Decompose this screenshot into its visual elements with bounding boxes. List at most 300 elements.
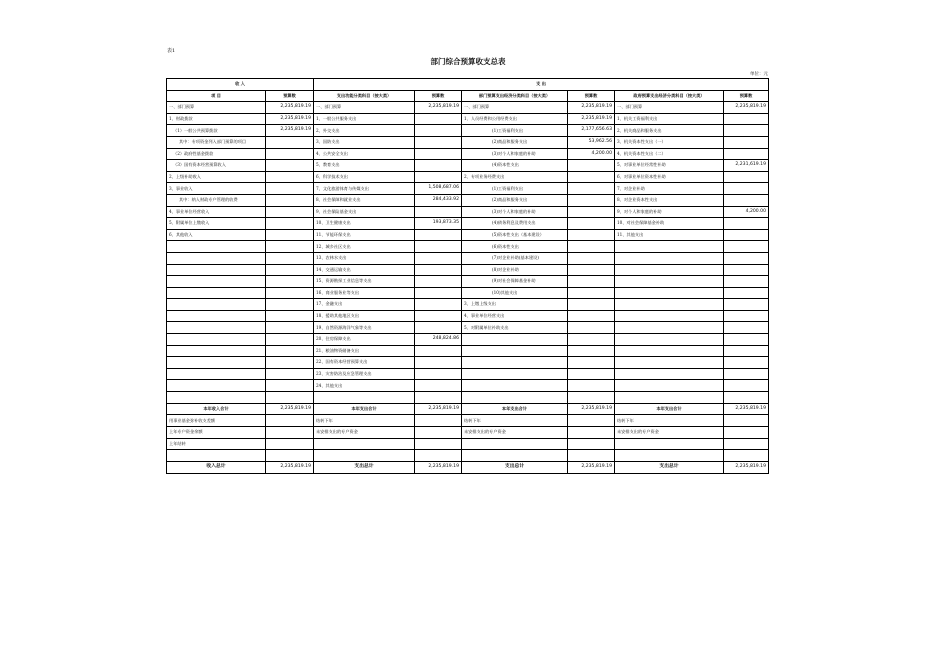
amount-cell: 2,235,819.19 — [568, 102, 615, 114]
amount-cell — [724, 310, 769, 322]
item-cell: 1、财政拨款 — [167, 113, 266, 125]
item-cell — [462, 357, 568, 369]
amount-cell — [568, 427, 615, 439]
item-cell — [615, 334, 724, 346]
item-cell: (1)工资福利支出 — [462, 125, 568, 137]
table-row — [167, 218, 769, 230]
item-cell: 9、对个人和家庭的补助 — [615, 206, 724, 218]
amount-cell — [415, 415, 462, 427]
item-cell: 19、自然资源海洋气象等支出 — [314, 322, 415, 334]
amount-cell — [568, 218, 615, 230]
amount-cell — [568, 438, 615, 450]
amount-cell — [415, 322, 462, 334]
amount-cell — [266, 160, 314, 172]
column-header: 政府预算支出经济分类科目（按大类） — [615, 90, 724, 101]
amount-cell: 4,200.00 — [724, 206, 769, 218]
amount-cell — [568, 171, 615, 183]
item-cell: 11、节能环保支出 — [314, 229, 415, 241]
item-cell: 未安排支出的专户资金 — [615, 427, 724, 439]
item-cell: 4、事业单位经营收入 — [167, 206, 266, 218]
grand-income-label: 收入总计 — [167, 462, 266, 474]
table-row — [167, 368, 769, 380]
amount-cell — [266, 276, 314, 288]
page-title: 部门综合预算收支总表 — [430, 57, 506, 66]
amount-cell: 2,235,819.19 — [568, 113, 615, 125]
item-cell: 12、城乡社区支出 — [314, 241, 415, 253]
amount-cell: 284,433.92 — [415, 194, 462, 206]
table-row — [167, 357, 769, 369]
amount-cell — [415, 450, 462, 462]
column-header: 预算数 — [568, 90, 615, 101]
amount-cell — [568, 357, 615, 369]
amount-cell — [724, 392, 769, 404]
amount-cell — [724, 334, 769, 346]
item-cell — [167, 287, 266, 299]
item-cell: 9、社会保险基金支出 — [314, 206, 415, 218]
item-cell: 24、其他支出 — [314, 380, 415, 392]
amount-cell — [724, 241, 769, 253]
amount-cell — [724, 276, 769, 288]
item-cell — [462, 345, 568, 357]
amount-cell — [415, 241, 462, 253]
item-cell — [615, 345, 724, 357]
item-cell: 1、机关工资福利支出 — [615, 113, 724, 125]
item-cell: 5、对附属单位补助支出 — [462, 322, 568, 334]
amount-cell — [415, 276, 462, 288]
amount-cell — [568, 206, 615, 218]
amount-cell — [415, 427, 462, 439]
amount-cell — [724, 125, 769, 137]
item-cell — [462, 368, 568, 380]
item-cell: 20、住房保障支出 — [314, 334, 415, 346]
amount-cell — [415, 206, 462, 218]
amount-cell: 2,235,819.19 — [266, 102, 314, 114]
item-cell: (6)资本性支出 — [462, 241, 568, 253]
table-row — [167, 136, 769, 148]
amount-cell — [568, 322, 615, 334]
item-cell: 6、对事业单位资本性补助 — [615, 171, 724, 183]
amount-cell — [266, 357, 314, 369]
item-cell: (8)对企业补助 — [462, 264, 568, 276]
amount-cell — [266, 287, 314, 299]
budget-table — [166, 78, 769, 474]
item-cell: 2、上级补助收入 — [167, 171, 266, 183]
item-cell — [167, 241, 266, 253]
amount-cell — [724, 438, 769, 450]
amount-cell — [266, 194, 314, 206]
amount-cell — [415, 125, 462, 137]
item-cell — [615, 450, 724, 462]
column-header: 部门预算支出经济分类科目（按大类） — [462, 90, 568, 101]
column-header: 预算数 — [266, 90, 314, 101]
year-total-row — [167, 403, 769, 415]
amount-cell — [266, 310, 314, 322]
item-cell: 1、人员经费和公用经费支出 — [462, 113, 568, 125]
table-label: 表1 — [167, 48, 176, 54]
item-cell: 一、部门预算 — [167, 102, 266, 114]
amount-cell: 4,200.00 — [568, 148, 615, 160]
amount-cell — [415, 310, 462, 322]
year-expense-value: 2,235,819.19 — [568, 403, 615, 415]
item-cell: 7、对企业补助 — [615, 183, 724, 195]
amount-cell — [266, 171, 314, 183]
table-row — [167, 194, 769, 206]
column-header: 支出功能分类科目（按大类） — [314, 90, 415, 101]
amount-cell — [415, 380, 462, 392]
item-cell — [314, 438, 415, 450]
item-cell: 3、国防支出 — [314, 136, 415, 148]
item-cell — [462, 392, 568, 404]
amount-cell — [266, 334, 314, 346]
carry-row — [167, 450, 769, 462]
amount-cell — [724, 357, 769, 369]
item-cell: (4)资本性支出 — [462, 160, 568, 172]
amount-cell — [568, 276, 615, 288]
item-cell — [615, 299, 724, 311]
amount-cell — [724, 218, 769, 230]
item-cell: (7)对企业补助(基本建设) — [462, 252, 568, 264]
item-cell: 3、事业收入 — [167, 183, 266, 195]
item-cell: 4、机关资本性支出（二） — [615, 148, 724, 160]
amount-cell — [415, 136, 462, 148]
amount-cell — [724, 450, 769, 462]
table-row — [167, 276, 769, 288]
expense-section-header: 支 出 — [314, 79, 769, 91]
table-row — [167, 102, 769, 114]
item-cell: 4、事业单位经营支出 — [462, 310, 568, 322]
amount-cell — [415, 287, 462, 299]
item-cell — [462, 438, 568, 450]
amount-cell — [568, 392, 615, 404]
amount-cell — [724, 148, 769, 160]
amount-cell — [568, 334, 615, 346]
grand-expense-label: 支出总计 — [462, 462, 568, 474]
item-cell: 其中：专项资金列入部门预算的项目 — [167, 136, 266, 148]
item-cell: （1）一般公共预算拨款 — [167, 125, 266, 137]
table-row — [167, 310, 769, 322]
table-row — [167, 229, 769, 241]
table-row — [167, 322, 769, 334]
item-cell — [167, 450, 266, 462]
year-income-value: 2,235,819.19 — [266, 403, 314, 415]
amount-cell — [724, 415, 769, 427]
amount-cell — [415, 368, 462, 380]
item-cell: 未安排支出的专户资金 — [314, 427, 415, 439]
item-cell — [167, 345, 266, 357]
amount-cell — [568, 380, 615, 392]
item-cell: (2)商品和服务支出 — [462, 136, 568, 148]
amount-cell — [568, 345, 615, 357]
amount-cell — [724, 113, 769, 125]
amount-cell: 2,231,619.19 — [724, 160, 769, 172]
amount-cell — [266, 252, 314, 264]
amount-cell — [266, 392, 314, 404]
item-cell: 13、农林水支出 — [314, 252, 415, 264]
item-cell: 其中：纳入财政专户管理的收费 — [167, 194, 266, 206]
table-row — [167, 299, 769, 311]
amount-cell — [568, 287, 615, 299]
item-cell — [462, 334, 568, 346]
amount-cell — [724, 368, 769, 380]
grand-income-value: 2,235,819.19 — [266, 462, 314, 474]
grand-expense-label: 支出总计 — [314, 462, 415, 474]
amount-cell — [415, 252, 462, 264]
amount-cell — [568, 299, 615, 311]
table-row — [167, 206, 769, 218]
table-row — [167, 113, 769, 125]
item-cell — [167, 276, 266, 288]
item-cell — [314, 450, 415, 462]
amount-cell — [415, 160, 462, 172]
item-cell: 5、附属单位上缴收入 — [167, 218, 266, 230]
column-header-row — [167, 90, 769, 101]
year-expense-value: 2,235,819.19 — [724, 403, 769, 415]
item-cell: 8、社会保障和就业支出 — [314, 194, 415, 206]
item-cell: 2、机关商品和服务支出 — [615, 125, 724, 137]
amount-cell — [568, 310, 615, 322]
item-cell — [615, 392, 724, 404]
amount-cell — [266, 427, 314, 439]
amount-cell — [266, 148, 314, 160]
amount-cell — [266, 241, 314, 253]
amount-cell — [415, 438, 462, 450]
item-cell — [615, 380, 724, 392]
amount-cell — [266, 264, 314, 276]
item-cell: 上年结转 — [167, 438, 266, 450]
column-header: 预算数 — [415, 90, 462, 101]
year-expense-label: 本年支出合计 — [615, 403, 724, 415]
grand-expense-value: 2,235,819.19 — [724, 462, 769, 474]
amount-cell — [266, 345, 314, 357]
income-section-header: 收 入 — [167, 79, 314, 91]
item-cell: 23、灾害防治及应急管理支出 — [314, 368, 415, 380]
item-cell — [615, 276, 724, 288]
amount-cell — [568, 183, 615, 195]
item-cell — [314, 392, 415, 404]
amount-cell — [415, 299, 462, 311]
item-cell: 10、卫生健康支出 — [314, 218, 415, 230]
amount-cell — [724, 380, 769, 392]
amount-cell — [415, 113, 462, 125]
amount-cell: 1,508,687.06 — [415, 183, 462, 195]
item-cell: 1、一般公共服务支出 — [314, 113, 415, 125]
amount-cell — [266, 415, 314, 427]
item-cell: (9)对社会保障基金补助 — [462, 276, 568, 288]
item-cell — [167, 322, 266, 334]
item-cell: 14、交通运输支出 — [314, 264, 415, 276]
amount-cell — [724, 264, 769, 276]
grand-expense-label: 支出总计 — [615, 462, 724, 474]
item-cell: 8、对企业资本性支出 — [615, 194, 724, 206]
carry-row — [167, 427, 769, 439]
item-cell: 一、部门预算 — [314, 102, 415, 114]
amount-cell — [724, 287, 769, 299]
amount-cell — [266, 368, 314, 380]
table-row — [167, 252, 769, 264]
grand-total-row — [167, 462, 769, 474]
table-row — [167, 148, 769, 160]
item-cell — [615, 310, 724, 322]
item-cell — [462, 450, 568, 462]
item-cell: 2、专项业务经费支出 — [462, 171, 568, 183]
amount-cell — [568, 415, 615, 427]
amount-cell — [724, 229, 769, 241]
item-cell: 5、对事业单位经常性补助 — [615, 160, 724, 172]
unit-label: 单位：元 — [750, 72, 768, 77]
amount-cell: 2,235,819.19 — [266, 113, 314, 125]
item-cell: 7、文化旅游体育与传媒支出 — [314, 183, 415, 195]
amount-cell — [568, 241, 615, 253]
amount-cell — [568, 368, 615, 380]
item-cell: (3)对个人和家庭的补助 — [462, 148, 568, 160]
item-cell: 3、上缴上级支出 — [462, 299, 568, 311]
item-cell: （2）政府性基金拨款 — [167, 148, 266, 160]
year-expense-label: 本年支出合计 — [462, 403, 568, 415]
amount-cell — [415, 357, 462, 369]
item-cell — [462, 380, 568, 392]
table-row — [167, 183, 769, 195]
item-cell: 3、机关资本性支出（一） — [615, 136, 724, 148]
item-cell: 6、其他收入 — [167, 229, 266, 241]
amount-cell: 2,235,819.19 — [266, 125, 314, 137]
item-cell: 11、其他支出 — [615, 229, 724, 241]
item-cell: (4)债务利息及费用支出 — [462, 218, 568, 230]
column-header: 项 目 — [167, 90, 266, 101]
amount-cell — [724, 136, 769, 148]
table-row — [167, 264, 769, 276]
amount-cell — [415, 264, 462, 276]
amount-cell — [568, 450, 615, 462]
item-cell: 结转下年 — [462, 415, 568, 427]
table-row — [167, 241, 769, 253]
amount-cell — [266, 322, 314, 334]
item-cell: 一、部门预算 — [615, 102, 724, 114]
table-row — [167, 345, 769, 357]
table-row — [167, 334, 769, 346]
amount-cell: 2,235,819.19 — [415, 102, 462, 114]
item-cell: 一、部门预算 — [462, 102, 568, 114]
item-cell: 4、公共安全支出 — [314, 148, 415, 160]
amount-cell — [568, 229, 615, 241]
amount-cell — [724, 427, 769, 439]
item-cell: 上年专户资金余额 — [167, 427, 266, 439]
item-cell: 17、金融支出 — [314, 299, 415, 311]
table-row — [167, 160, 769, 172]
amount-cell — [415, 229, 462, 241]
item-cell: 15、资源勘探工业信息等支出 — [314, 276, 415, 288]
item-cell — [167, 299, 266, 311]
amount-cell — [266, 183, 314, 195]
amount-cell — [568, 252, 615, 264]
item-cell: 16、商业服务业等支出 — [314, 287, 415, 299]
amount-cell: 2,177,656.63 — [568, 125, 615, 137]
item-cell — [615, 368, 724, 380]
amount-cell: 2,235,819.19 — [724, 102, 769, 114]
item-cell — [167, 252, 266, 264]
item-cell: 结转下年 — [615, 415, 724, 427]
table-row — [167, 287, 769, 299]
item-cell: 6、科学技术支出 — [314, 171, 415, 183]
amount-cell — [568, 160, 615, 172]
amount-cell: 248,824.86 — [415, 334, 462, 346]
amount-cell: 193,873.35 — [415, 218, 462, 230]
carry-row — [167, 438, 769, 450]
item-cell — [167, 264, 266, 276]
item-cell — [615, 287, 724, 299]
item-cell — [167, 380, 266, 392]
item-cell: (10)其他支出 — [462, 287, 568, 299]
year-income-label: 本年收入合计 — [167, 403, 266, 415]
carry-row — [167, 415, 769, 427]
amount-cell — [724, 194, 769, 206]
amount-cell — [266, 229, 314, 241]
amount-cell — [724, 322, 769, 334]
amount-cell — [415, 171, 462, 183]
item-cell: (2)商品和服务支出 — [462, 194, 568, 206]
amount-cell — [266, 218, 314, 230]
item-cell — [615, 357, 724, 369]
item-cell — [615, 264, 724, 276]
item-cell: (3)对个人和家庭的补助 — [462, 206, 568, 218]
amount-cell — [266, 450, 314, 462]
grand-expense-value: 2,235,819.19 — [415, 462, 462, 474]
amount-cell — [724, 183, 769, 195]
table-row — [167, 380, 769, 392]
amount-cell — [724, 345, 769, 357]
table-row — [167, 125, 769, 137]
item-cell: 21、粮油物资储备支出 — [314, 345, 415, 357]
item-cell: 2、外交支出 — [314, 125, 415, 137]
item-cell: 5、教育支出 — [314, 160, 415, 172]
amount-cell — [266, 299, 314, 311]
item-cell — [615, 438, 724, 450]
item-cell — [167, 368, 266, 380]
item-cell — [615, 241, 724, 253]
table-row — [167, 171, 769, 183]
item-cell: 10、对社会保障基金补助 — [615, 218, 724, 230]
item-cell: 未安排支出的专户资金 — [462, 427, 568, 439]
amount-cell — [568, 194, 615, 206]
amount-cell: 53,962.56 — [568, 136, 615, 148]
table-row — [167, 392, 769, 404]
amount-cell — [568, 264, 615, 276]
item-cell — [167, 334, 266, 346]
section-header-row — [167, 79, 769, 91]
grand-expense-value: 2,235,819.19 — [568, 462, 615, 474]
column-header: 预算数 — [724, 90, 769, 101]
item-cell — [615, 252, 724, 264]
amount-cell — [415, 345, 462, 357]
item-cell: 22、国有资本经营预算支出 — [314, 357, 415, 369]
amount-cell — [724, 171, 769, 183]
amount-cell — [724, 252, 769, 264]
amount-cell — [266, 438, 314, 450]
item-cell: 结转下年 — [314, 415, 415, 427]
item-cell — [167, 357, 266, 369]
year-expense-label: 本年支出合计 — [314, 403, 415, 415]
item-cell: (1)工资福利支出 — [462, 183, 568, 195]
amount-cell — [415, 148, 462, 160]
year-expense-value: 2,235,819.19 — [415, 403, 462, 415]
item-cell: （3）国有资本经营预算收入 — [167, 160, 266, 172]
item-cell: (5)资本性支出（基本建设） — [462, 229, 568, 241]
item-cell — [615, 322, 724, 334]
item-cell: 18、援助其他地区支出 — [314, 310, 415, 322]
amount-cell — [266, 136, 314, 148]
amount-cell — [724, 299, 769, 311]
amount-cell — [266, 206, 314, 218]
item-cell — [167, 392, 266, 404]
